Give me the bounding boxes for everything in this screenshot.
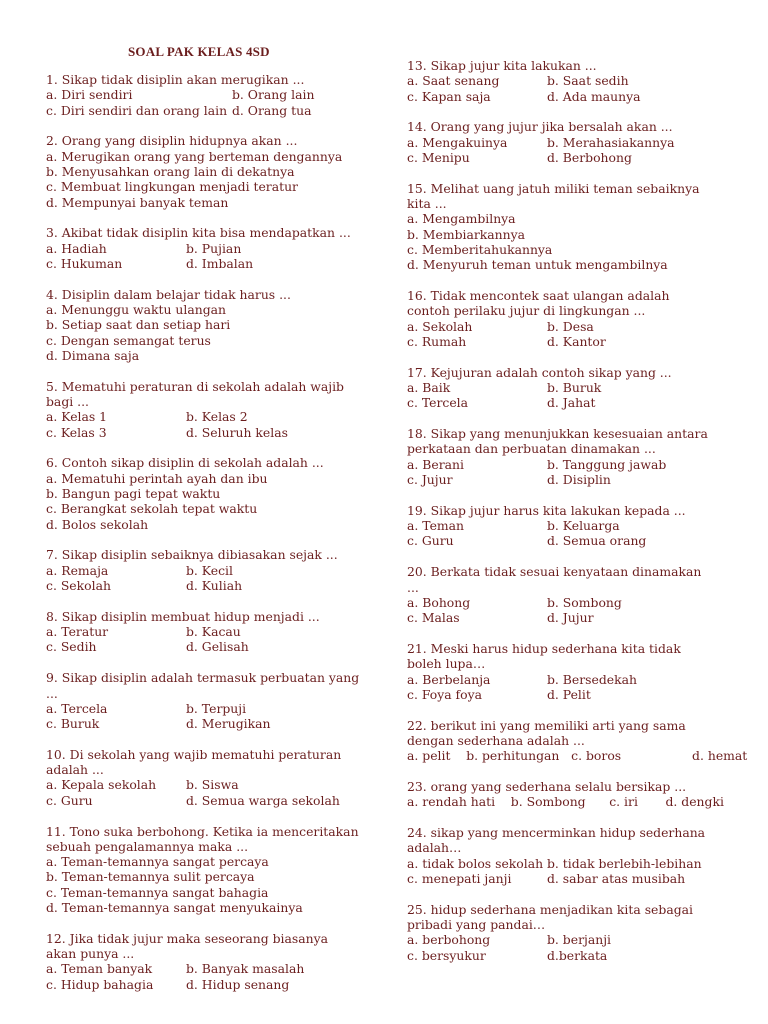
answer-option: d. Dimana saja [46,347,140,363]
answer-option: b. Orang lain [232,87,315,103]
answer-option: c. Hidup bahagia [46,976,154,992]
option-row [407,871,737,886]
option-row [46,409,376,424]
answer-option: c. Kelas 3 [46,424,107,440]
answer-option: b. Pujian [186,240,242,256]
answer-option: b. Kecil [186,562,233,578]
answer-option: b. Saat sedih [547,73,629,89]
option-row [407,610,737,625]
question-item [46,287,376,363]
question-item [46,670,376,731]
answer-option: d. Menyuruh teman untuk mengambilnya [407,257,668,273]
answer-option: b. Terpuji [186,700,247,716]
answer-option: a. berbohong [407,932,491,948]
option-row [46,241,376,256]
answer-option: a. Saat senang [407,73,500,89]
option-row [46,624,376,639]
answer-option: b. Buruk [547,380,602,396]
question-text: 15. Melihat uang jatuh miliki teman sebaiknya kita ... [407,180,700,212]
question-text: 25. hidup sederhana menjadikan kita sebagai pribadi yang pandai… [407,901,693,933]
answer-option: a. Kelas 1 [46,409,108,425]
answer-option: b. Tanggung jawab [547,456,667,472]
option-row [407,135,737,150]
option-row [46,563,376,578]
question-text: 17. Kejujuran adalah contoh sikap yang ... [407,364,672,380]
answer-option: c. Sedih [46,639,97,655]
option-row [46,793,376,808]
answer-option: c. Kapan saja [407,88,491,104]
question-item [407,426,737,487]
answer-option: c. Rumah [407,333,467,349]
option-row [407,518,737,533]
answer-option: d. Disiplin [547,472,611,488]
answer-option: a. Remaja [46,562,109,578]
answer-option: c. Jujur [407,472,453,488]
answer-option: c. bersyukur [407,947,486,963]
answer-option: a. tidak bolos sekolah [407,855,544,871]
question-text: 1. Sikap tidak disiplin akan merugikan ... [46,72,305,87]
option-row [46,716,376,731]
question-item [407,825,737,886]
answer-option: a. Tercela [46,700,108,716]
answer-option: d. Ada maunya [547,88,641,104]
option-row [46,977,376,992]
question-item [407,641,737,702]
question-item [46,931,376,992]
question-item [407,181,737,273]
answer-option: b. Kelas 2 [186,409,248,425]
answer-option: c. Sekolah [46,578,111,594]
answer-option: a. Teratur [46,624,109,640]
option-row [407,457,737,472]
answer-option: a. Merugikan orang yang berteman dengannya [46,148,343,164]
answer-option: b. Bersedekah [547,671,638,687]
answer-option: c. Dengan semangat terus [46,332,211,348]
option-row [46,256,376,271]
question-item [46,225,376,271]
question-text: 21. Meski harus hidup sederhana kita tidak boleh lupa… [407,640,681,672]
option-row [46,777,376,792]
option-row [46,103,376,118]
question-text: 23. orang yang sederhana selalu bersikap ... [407,778,687,794]
answer-option: a. Hadiah [46,240,107,256]
answer-option: b. Banyak masalah [186,961,305,977]
answer-option: a. Menunggu waktu ulangan [46,302,227,318]
answer-option: a. Bohong [407,594,471,610]
answer-option: a. Baik [407,380,451,396]
answer-option: a. rendah hati b. Sombong c. iri d. dengki [407,794,724,810]
answer-option: a. Kepala sekolah [46,777,157,793]
answer-option: b. berjanji [547,932,612,948]
question-item [407,564,737,625]
answer-option: d. Hidup senang [186,976,290,992]
answer-option: d. sabar atas musibah [547,870,686,886]
question-text: 6. Contoh sikap disiplin di sekolah adalah ... [46,455,324,471]
left-column [46,72,376,992]
option-row [407,150,737,165]
answer-option: d. Jahat [547,395,596,411]
option-row [407,856,737,871]
answer-option: a. Berbelanja [407,671,491,687]
question-item [407,365,737,411]
question-text: 9. Sikap disiplin adalah termasuk perbuatan yang ... [46,670,360,701]
answer-option: b. Desa [547,318,594,334]
option-row [407,932,737,947]
answer-option: b. Setiap saat dan setiap hari [46,317,231,333]
answer-option: d. Kuliah [186,578,243,594]
option-row [407,948,737,963]
option-row [407,533,737,548]
answer-option: a. Teman [407,518,465,534]
question-item [407,503,737,549]
question-item [407,58,737,104]
option-row [407,319,737,334]
answer-option: a. Teman banyak [46,961,153,977]
answer-option: d. Semua orang [547,533,647,549]
question-item [46,455,376,531]
right-column [407,58,748,963]
answer-option: b. Merahasiakannya [547,134,675,150]
question-item [46,824,376,916]
answer-option: c. Hukuman [46,255,123,271]
answer-option: c. menepati janji [407,870,512,886]
answer-option: a. Mengambilnya [407,211,516,227]
option-row [46,701,376,716]
answer-option: a. Mengakuinya [407,134,508,150]
question-item [46,747,376,808]
answer-option: d. Seluruh kelas [186,424,288,440]
option-row [407,672,737,687]
answer-option: c. Menipu [407,149,470,165]
option-row [407,595,737,610]
question-text: 7. Sikap disiplin sebaiknya dibiasakan sejak ... [46,547,338,563]
answer-option: d. Semua warga sekolah [186,792,340,808]
answer-option: a. Berani [407,456,464,472]
answer-option: b. Kacau [186,624,241,640]
question-text: 18. Sikap yang menunjukkan kesesuaian antara perkataan dan perbuatan dinamakan ... [407,426,708,457]
answer-option: c. Berangkat sekolah tepat waktu [46,501,258,517]
option-row [407,73,737,88]
answer-option: d. Berbohong [547,149,632,165]
question-item [46,379,376,440]
option-row [46,639,376,654]
question-text: 4. Disiplin dalam belajar tidak harus ... [46,286,291,302]
answer-option: b. Sombong [547,594,622,610]
question-item [407,119,737,165]
option-row [46,425,376,440]
answer-option: c. Malas [407,610,460,626]
answer-option: a. Sekolah [407,318,473,334]
answer-option: d. Teman-temannya sangat menyukainya [46,900,303,916]
answer-option: d. Mempunyai banyak teman [46,194,229,210]
answer-option: c. Tercela [407,395,468,411]
answer-option: a. Teman-temannya sangat percaya [46,854,269,870]
question-text: 16. Tidak mencontek saat ulangan adalah contoh perilaku jujur di lingkungan ... [407,288,670,319]
question-item [46,609,376,655]
answer-option: a. Mematuhi perintah ayah dan ibu [46,470,268,486]
question-text: 13. Sikap jujur kita lakukan ... [407,58,597,73]
answer-option: d.berkata [547,947,608,963]
answer-option: d. Imbalan [186,255,254,271]
option-row [407,687,737,702]
question-text: 12. Jika tidak jujur maka seseorang biasanya akan punya ... [46,930,328,962]
question-text: 2. Orang yang disiplin hidupnya akan ... [46,133,298,149]
answer-option: d. Orang tua [232,102,312,118]
question-item [407,288,737,349]
question-text: 10. Di sekolah yang wajib mematuhi peraturan adalah ... [46,746,342,778]
question-text: 20. Berkata tidak sesuai kenyataan dinamakan ... [407,564,702,595]
question-item [46,133,376,209]
answer-option: c. Teman-temannya sangat bahagia [46,884,269,900]
answer-option: a. Diri sendiri [46,87,133,103]
question-text: 8. Sikap disiplin membuat hidup menjadi ... [46,608,320,624]
answer-option: b. Menyusahkan orang lain di dekatnya [46,163,295,179]
answer-option: d. Gelisah [186,639,249,655]
question-text: 11. Tono suka berbohong. Ketika ia menceritakan sebuah pengalamannya maka ... [46,823,359,854]
option-row [407,334,737,349]
answer-option: d. Bolos sekolah [46,516,149,532]
answer-option: d. Pelit [547,686,591,702]
option-row [407,395,737,410]
answer-option: a. pelit b. perhitungan c. boros d. hemat [407,748,748,764]
answer-option: c. Guru [407,533,454,549]
answer-option: c. Foya foya [407,686,482,702]
option-row [407,89,737,104]
question-item [407,717,748,764]
question-text: 19. Sikap jujur harus kita lakukan kepada ... [407,502,686,518]
page-title: SOAL PAK KELAS 4SD [128,44,270,59]
option-row [46,961,376,976]
answer-option: c. Diri sendiri dan orang lain [46,102,228,118]
question-text: 3. Akibat tidak disiplin kita bisa mendapatkan ... [46,225,351,241]
answer-option: d. Jujur [547,610,594,626]
option-row [46,87,376,102]
answer-option: c. Membuat lingkungan menjadi teratur [46,179,298,195]
answer-option: d. Merugikan [186,716,271,732]
option-row [407,472,737,487]
question-text: 5. Mematuhi peraturan di sekolah adalah wajib bagi ... [46,378,344,410]
question-text: 14. Orang yang jujur jika bersalah akan ... [407,119,673,135]
question-item [407,902,737,963]
question-text: 24. sikap yang mencerminkan hidup sederhana adalah… [407,825,706,856]
answer-option: d. Kantor [547,333,606,349]
option-row [407,380,737,395]
answer-option: b. Siswa [186,777,239,793]
answer-option: c. Buruk [46,716,100,732]
question-text: 22. berikut ini yang memiliki arti yang sama dengan sederhana adalah ... [407,717,686,748]
question-item [46,72,376,118]
answer-option: b. Keluarga [547,518,620,534]
question-item [407,779,737,810]
answer-option: b. Bangun pagi tepat waktu [46,486,221,502]
answer-option: b. Membiarkannya [407,226,526,242]
answer-option: c. Guru [46,792,93,808]
answer-option: b. tidak berlebih-lebihan [547,855,702,871]
option-row [46,578,376,593]
answer-option: c. Memberitahukannya [407,241,553,257]
question-item [46,547,376,593]
answer-option: b. Teman-temannya sulit percaya [46,869,255,885]
